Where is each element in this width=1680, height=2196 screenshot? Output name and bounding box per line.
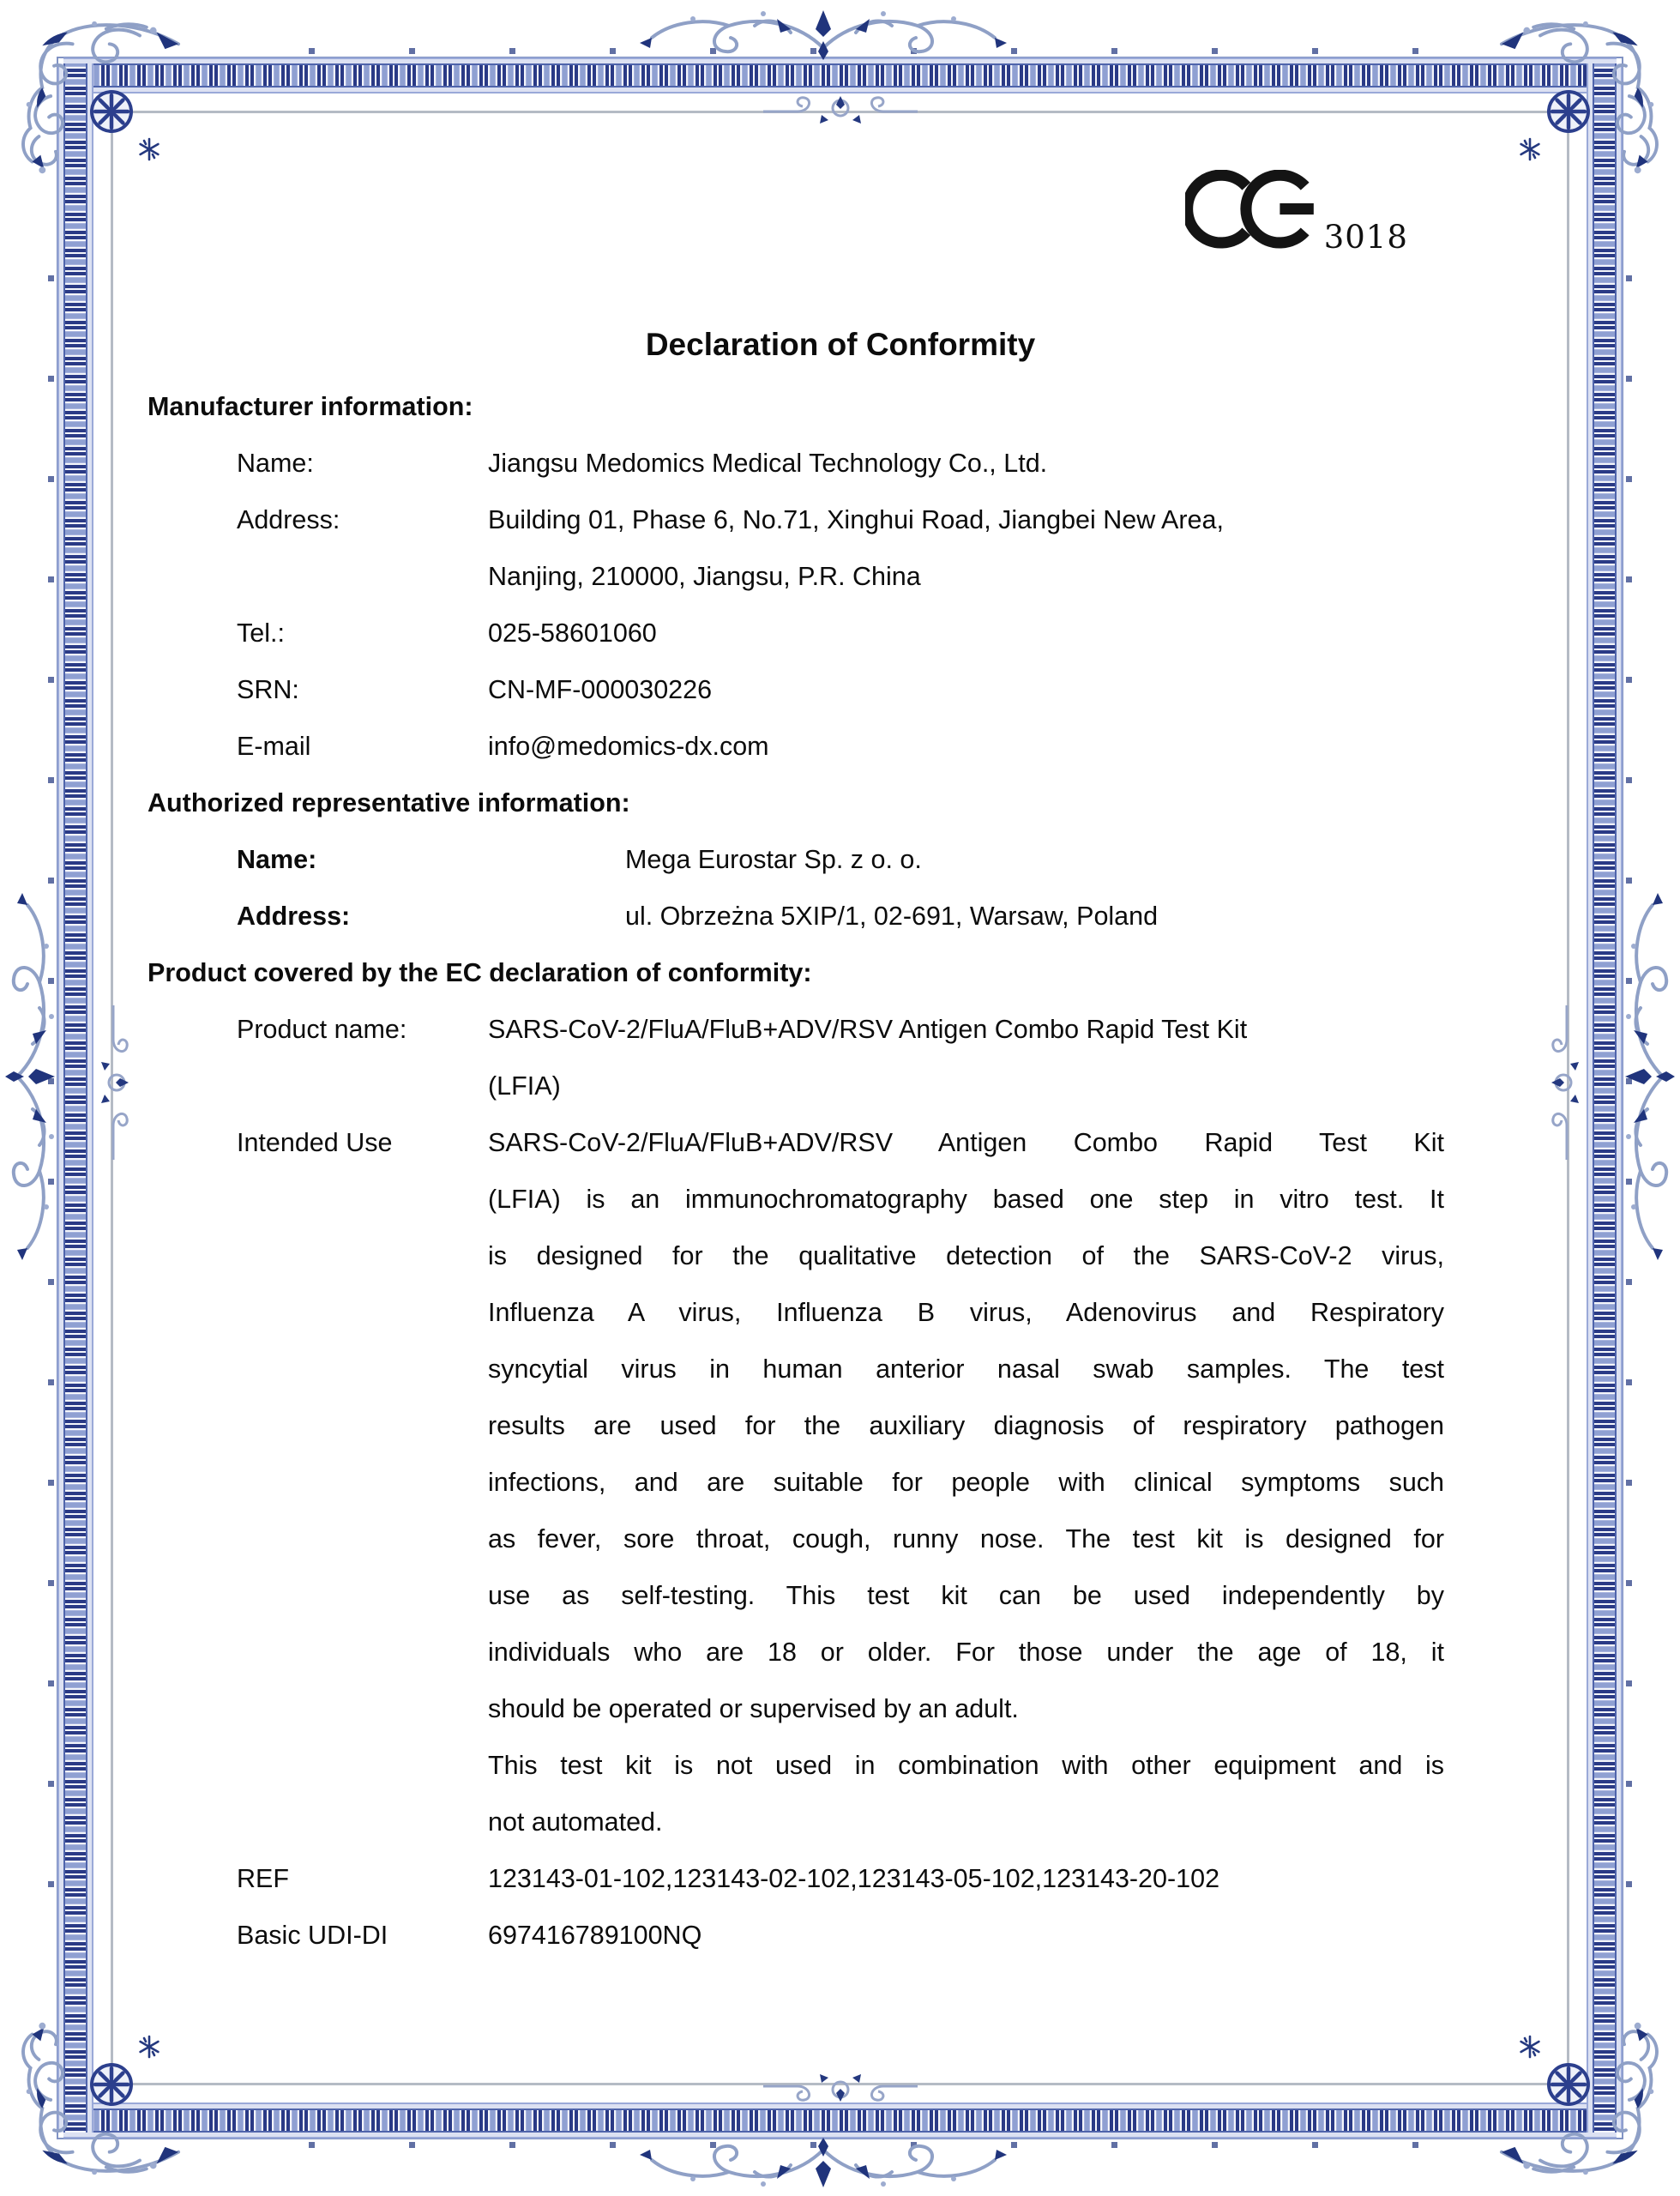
field-value <box>488 492 1444 605</box>
section-heading: Manufacturer information: <box>148 392 473 421</box>
field-value: ul. Obrzeżna 5XIP/1, 02-691, Warsaw, Poland <box>625 902 1159 931</box>
field-label: Address: <box>237 902 351 931</box>
field-label: Tel.: <box>237 618 285 648</box>
field-value: Mega Eurostar Sp. z o. o. <box>625 845 922 874</box>
text-line: syncytial virus in human anterior nasal swab samples. The test <box>488 1354 1444 1384</box>
field-value: 123143-01-102,123143-02-102,123143-05-102,123143-20-102 <box>488 1864 1220 1893</box>
field-label: Name: <box>237 449 314 478</box>
info-row <box>148 492 1444 605</box>
field-value <box>488 1114 1444 1850</box>
field-label: Intended Use <box>237 1128 393 1157</box>
innerline-ornament-icon <box>755 93 926 130</box>
left-center-flourish-icon <box>0 888 62 1265</box>
field-value: Jiangsu Medomics Medical Technology Co., Ltd. <box>488 449 1048 478</box>
ce-notified-body-number: 3018 <box>1323 219 1408 256</box>
text-line: (LFIA) is an immunochromatography based one step in vitro test. It <box>488 1185 1444 1214</box>
text-line: Building 01, Phase 6, No.71, Xinghui Road, Jiangbei New Area, <box>488 505 1224 534</box>
field-value: info@medomics-dx.com <box>488 732 769 761</box>
text-line: Influenza A virus, Influenza B virus, Adenovirus and Respiratory <box>488 1298 1444 1327</box>
section-heading: Authorized representative information: <box>148 788 630 817</box>
info-row <box>148 1114 1444 1850</box>
text-line: results are used for the auxiliary diagnosis of respiratory pathogen <box>488 1411 1444 1440</box>
field-value: 025-58601060 <box>488 618 657 648</box>
corner-rosette-icon <box>1545 2060 1593 2109</box>
info-row <box>148 661 1444 718</box>
field-label: Product name: <box>237 1015 407 1044</box>
text-line: (LFIA) <box>488 1071 561 1101</box>
corner-asterisk-icon <box>1518 2035 1542 2059</box>
field-value: CN-MF-000030226 <box>488 675 713 704</box>
field-label: SRN: <box>237 675 299 704</box>
border-band-bottom <box>63 2109 1617 2133</box>
field-label: E-mail <box>237 732 311 761</box>
ce-mark-icon <box>1185 170 1321 249</box>
text-line: Nanjing, 210000, Jiangsu, P.R. China <box>488 562 921 591</box>
info-row <box>148 1850 1444 1907</box>
right-center-flourish-icon <box>1618 888 1680 1265</box>
text-line: should be operated or supervised by an adult. <box>488 1694 1019 1723</box>
field-label: REF <box>237 1864 289 1893</box>
info-row <box>148 831 1444 888</box>
text-line: is designed for the qualitative detection of the SARS-CoV-2 virus, <box>488 1241 1444 1270</box>
text-line: SARS-CoV-2/FluA/FluB+ADV/RSV Antigen Combo Rapid Test Kit <box>488 1015 1248 1044</box>
text-line: not automated. <box>488 1807 663 1837</box>
field-value <box>488 1001 1444 1114</box>
text-line: individuals who are 18 or older. For those under the age of 18, it <box>488 1638 1444 1667</box>
text-line: This test kit is not used in combination with other equipment and is <box>488 1751 1444 1780</box>
corner-rosette-icon <box>1545 87 1593 136</box>
field-value: 697416789100NQ <box>488 1921 702 1950</box>
field-label: Name: <box>237 845 317 874</box>
document-content <box>148 314 1444 1964</box>
ce-mark <box>1185 170 1408 256</box>
field-label: Address: <box>237 505 340 534</box>
border-band-right <box>1593 63 1617 2133</box>
border-band-left <box>63 63 87 2133</box>
corner-asterisk-icon <box>137 137 161 161</box>
innerline-ornament-icon <box>1548 997 1586 1168</box>
text-line: infections, and are suitable for people with clinical symptoms such <box>488 1468 1444 1497</box>
corner-rosette-icon <box>87 87 135 136</box>
document-blocks <box>148 378 1444 1964</box>
top-center-flourish-icon <box>635 3 1012 65</box>
info-row <box>148 718 1444 775</box>
info-row <box>148 888 1444 944</box>
field-label: Basic UDI-DI <box>237 1921 388 1950</box>
corner-asterisk-icon <box>137 2035 161 2059</box>
text-line: SARS-CoV-2/FluA/FluB+ADV/RSV Antigen Combo Rapid Test Kit <box>488 1128 1444 1157</box>
page-title: Declaration of Conformity <box>645 327 1036 362</box>
info-row <box>148 1001 1444 1114</box>
info-row <box>148 605 1444 661</box>
corner-rosette-icon <box>87 2060 135 2109</box>
border-band-top <box>63 63 1617 87</box>
text-line: as fever, sore throat, cough, runny nose. The test kit is designed for <box>488 1524 1444 1553</box>
innerline-ornament-icon <box>94 997 132 1168</box>
section-heading: Product covered by the EC declaration of conformity: <box>148 958 812 987</box>
info-row <box>148 1907 1444 1964</box>
text-line: use as self-testing. This test kit can be used independently by <box>488 1581 1444 1610</box>
bottom-center-flourish-icon <box>635 2133 1012 2194</box>
info-row <box>148 435 1444 492</box>
innerline-ornament-icon <box>755 2067 926 2105</box>
corner-asterisk-icon <box>1518 137 1542 161</box>
